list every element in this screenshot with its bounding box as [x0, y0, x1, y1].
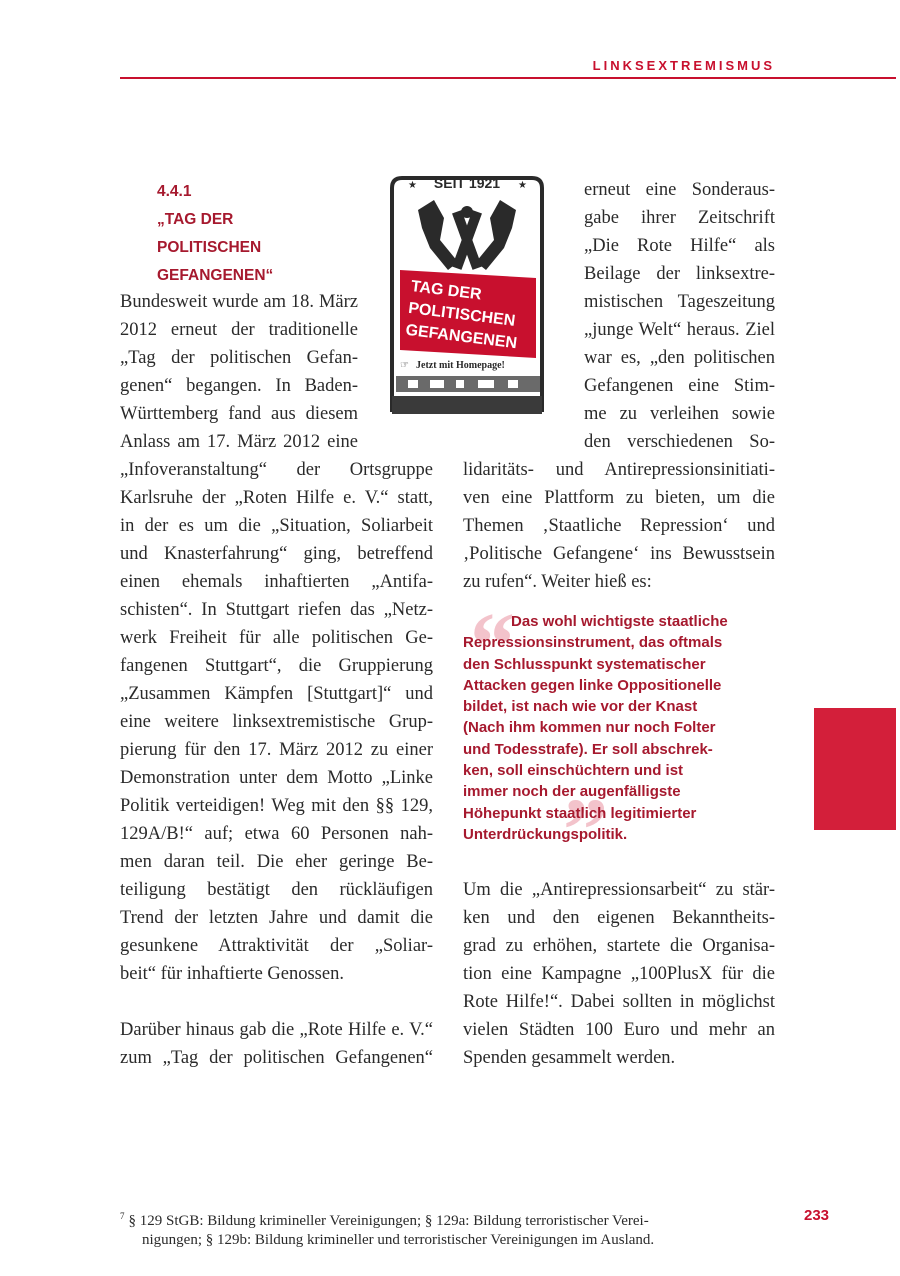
text-line: Bundesweit wurde am 18. März: [120, 292, 358, 312]
text-line: „Infoveranstaltung“ der Ortsgruppe: [120, 460, 433, 480]
text-line: werk Freiheit für alle politischen Ge-: [120, 628, 433, 648]
text-line: Spenden gesammelt werden.: [463, 1048, 676, 1068]
right-column-body: [463, 456, 775, 596]
text-line: gesunkene Attraktivität der „Soliar-: [120, 936, 433, 956]
running-header: LINKSEXTREMISMUS: [592, 58, 775, 73]
banner-line: TAG DER: [410, 278, 483, 304]
quote-line: bildet, ist nach wie vor der Knast: [463, 698, 698, 716]
text-line: in der es um die „Situation, Soliarbeit: [120, 516, 433, 536]
text-line: ‚Politische Gefangene‘ ins Bewusstsein: [463, 544, 775, 564]
quote-line: Repressionsinstrument, das oftmals: [463, 634, 723, 652]
text-line: eine weitere linksextremistische Grup-: [120, 712, 433, 732]
poster-top-text: SEIT 1921: [433, 175, 501, 191]
left-column-body: [120, 456, 433, 988]
footnote: [120, 1207, 750, 1250]
text-line: „Die Rote Hilfe“ als: [584, 236, 775, 256]
text-line: „Tag der politischen Gefan-: [120, 348, 358, 368]
pull-quote: [463, 611, 783, 845]
text-line: tion eine Kampagne „100PlusX für die: [463, 964, 775, 984]
text-line: Um die „Antirepressionsarbeit“ zu stär-: [463, 880, 775, 900]
banner-line: GEFANGENEN: [404, 321, 518, 353]
quote-line: immer noch der augenfälligste: [463, 783, 681, 801]
text-line: mistischen Tageszeitung: [584, 292, 775, 312]
quote-line: den Schlusspunkt systematischer: [463, 655, 706, 673]
text-line: genen“ begangen. In Baden-: [120, 376, 358, 396]
footnote-marker: 7: [120, 1211, 125, 1221]
text-line: beit“ für inhaftierte Genossen.: [120, 964, 344, 984]
footnote-line: nigungen; § 129b: Bildung krimineller und terroristischer Vereinigungen im Ausland.: [142, 1232, 655, 1248]
poster-sub-text: Jetzt mit Homepage!: [416, 360, 505, 371]
text-line: „Zusammen Kämpfen [Stuttgart]“ und: [120, 684, 433, 704]
text-line: Darüber hinaus gab die „Rote Hilfe e. V.“: [120, 1020, 433, 1040]
section-title-line: „TAG DER: [157, 211, 234, 228]
text-line: Demonstration unter dem Motto „Linke: [120, 768, 433, 788]
text-line: 2012 erneut der traditionelle: [120, 320, 358, 340]
text-line: zu rufen“. Weiter hieß es:: [463, 572, 652, 592]
chapter-tab: [814, 708, 896, 830]
text-line: ken und den eigenen Bekanntheits-: [463, 908, 775, 928]
footnote-line: § 129 StGB: Bildung krimineller Vereinigungen; § 129a: Bildung terroristischer Verei-: [128, 1213, 649, 1229]
star-icon: ★: [408, 180, 417, 191]
text-line: Karlsruhe der „Roten Hilfe e. V.“ statt,: [120, 488, 433, 508]
banner-line: POLITISCHEN: [407, 299, 517, 330]
quote-line: Attacken gegen linke Oppositionelle: [463, 676, 722, 694]
text-line: erneut eine Sonderaus-: [584, 180, 775, 200]
text-line: me zu verleihen sowie: [584, 404, 775, 424]
quote-line: Das wohl wichtigste staatliche: [511, 613, 728, 630]
star-icon: ★: [518, 180, 527, 191]
text-line: Trend der letzten Jahre und damit die: [120, 908, 433, 928]
text-line: Themen ‚Staatliche Repression‘ und: [463, 516, 775, 536]
quote-line: Höhepunkt staatlich legitimierter: [463, 804, 697, 822]
text-line: gabe ihrer Zeitschrift: [584, 208, 775, 228]
section-title-line: POLITISCHEN: [157, 239, 262, 256]
section-number: 4.4.1: [157, 183, 192, 200]
text-line: Württemberg fand aus diesem: [120, 404, 358, 424]
quote-close-mark-icon: ”: [563, 781, 608, 880]
text-line: pierung für den 17. März 2012 zu einer: [120, 740, 433, 760]
text-line: lidaritäts- und Antirepressionsinitiati-: [463, 460, 775, 480]
right-column-intro: [584, 176, 775, 456]
left-column-intro: [120, 288, 358, 456]
text-line: einen ehemals inhaftierten „Antifa-: [120, 572, 433, 592]
quote-line: und Todesstrafe). Er soll abschrek-: [463, 740, 713, 758]
text-line: teiligung bestätigt den rückläufigen: [120, 880, 433, 900]
text-line: Anlass am 17. März 2012 eine: [120, 432, 358, 452]
text-line: grad zu erhöhen, startete die Organisa-: [463, 936, 775, 956]
text-line: Beilage der linksextre-: [584, 264, 775, 284]
text-line: ven eine Plattform zu bieten, um die: [463, 488, 775, 508]
quote-line: Unterdrückungspolitik.: [463, 825, 628, 843]
poster-image: [378, 170, 556, 448]
header-rule: [120, 77, 896, 79]
text-line: zum „Tag der politischen Gefangenen“: [120, 1048, 433, 1068]
quote-line: ken, soll einschüchtern und ist: [463, 762, 684, 780]
text-line: vielen Städten 100 Euro und mehr an: [463, 1020, 775, 1040]
text-line: war es, „den politischen: [584, 348, 775, 368]
text-line: men daran teil. Die eher geringe Be-: [120, 852, 433, 872]
text-line: Gefangenen eine Stim-: [584, 376, 775, 396]
left-column-tail: [120, 1016, 433, 1072]
section-heading: [157, 178, 273, 290]
text-line: fangenen Stuttgart“, die Gruppierung: [120, 656, 433, 676]
quote-open-mark-icon: “: [470, 595, 515, 694]
text-line: den verschiedenen So-: [584, 432, 775, 452]
text-line: Rote Hilfe!“. Dabei sollten in möglichst: [463, 992, 775, 1012]
right-column-after-quote: [463, 876, 775, 1072]
text-line: 129A/B!“ auf; etwa 60 Personen nah-: [120, 824, 433, 844]
text-line: schisten“. In Stuttgart riefen das „Netz-: [120, 600, 433, 620]
text-line: Politik verteidigen! Weg mit den §§ 129,: [120, 796, 433, 816]
page-number: 233: [804, 1207, 830, 1224]
text-line: und Knasterfahrung“ ging, betreffend: [120, 544, 433, 564]
hand-pointer-icon: ☞: [400, 360, 409, 371]
quote-line: (Nach ihm kommen nur noch Folter: [463, 719, 716, 737]
section-title-line: GEFANGENEN“: [157, 267, 274, 284]
text-line: „junge Welt“ heraus. Ziel: [584, 320, 775, 340]
